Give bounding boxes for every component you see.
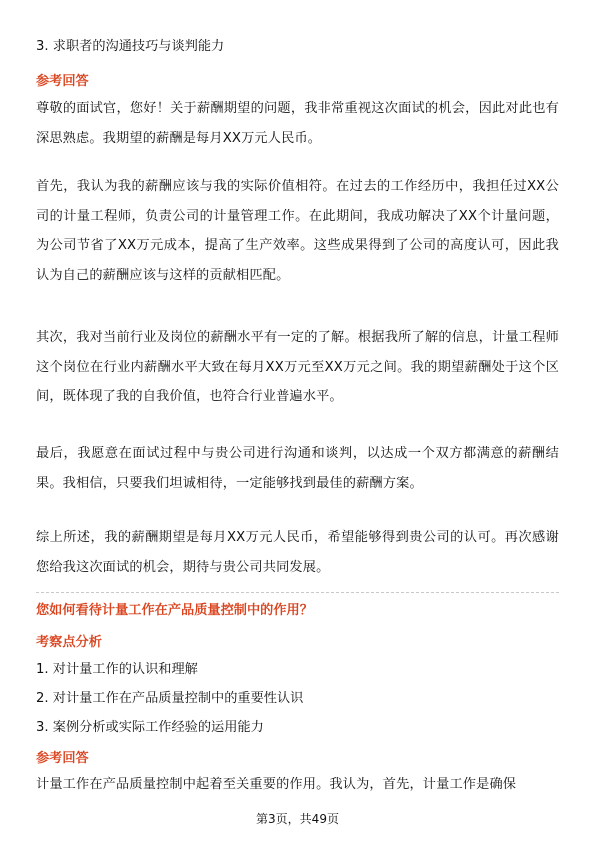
- answer-paragraph-conclusion: 综上所述，我的薪酬期望是每月XX万元人民币，希望能够得到贵公司的认可。再次感谢您给我这次面试的机会，期待与贵公司共同发展。: [36, 530, 559, 575]
- reference-answer-heading: 参考回答: [36, 74, 89, 89]
- analysis-item-3: 3. 案例分析或实际工作经验的运用能力: [36, 720, 264, 735]
- answer-paragraph-intro: 尊敬的面试官，您好！关于薪酬期望的问题，我非常重视这次面试的机会，因此对此也有深思熟虑。我期望的薪酬是每月XX万元人民币。: [36, 101, 559, 146]
- page-number-footer: 第3页，共49页: [256, 812, 339, 826]
- answer-2-first-line: 计量工作在产品质量控制中起着至关重要的作用。我认为，首先，计量工作是确保: [36, 777, 517, 792]
- answer-paragraph-second: 其次，我对当前行业及岗位的薪酬水平有一定的了解。根据我所了解的信息，计量工程师这个岗位在行业内薪酬水平大致在每月XX万元至XX万元之间。我的期望薪酬处于这个区间，既体现了我的自我价值，也符合行业普遍水平。: [36, 330, 559, 404]
- answer-paragraph-first: 首先，我认为我的薪酬应该与我的实际价值相符。在过去的工作经历中，我担任过XX公司的计量工程师，负责公司的计量管理工作。在此期间，我成功解决了XX个计量问题，为公司节省了XX万元成本，提高了生产效率。这些成果得到了公司的高度认可，因此我认为自己的薪酬应该与这样的贡献相匹配。: [36, 179, 559, 283]
- analysis-heading: 考察点分析: [36, 635, 102, 650]
- criteria-item-3: 3. 求职者的沟通技巧与谈判能力: [36, 39, 225, 54]
- answer-paragraph-third: 最后，我愿意在面试过程中与贵公司进行沟通和谈判，以达成一个双方都满意的薪酬结果。我相信，只要我们坦诚相待，一定能够找到最佳的薪酬方案。: [36, 446, 559, 491]
- analysis-item-1: 1. 对计量工作的认识和理解: [36, 662, 198, 677]
- question-heading: 您如何看待计量工作在产品质量控制中的作用？: [36, 603, 313, 618]
- reference-answer-heading-2: 参考回答: [36, 751, 89, 766]
- analysis-item-2: 2. 对计量工作在产品质量控制中的重要性认识: [36, 691, 304, 706]
- section-divider: [36, 592, 559, 593]
